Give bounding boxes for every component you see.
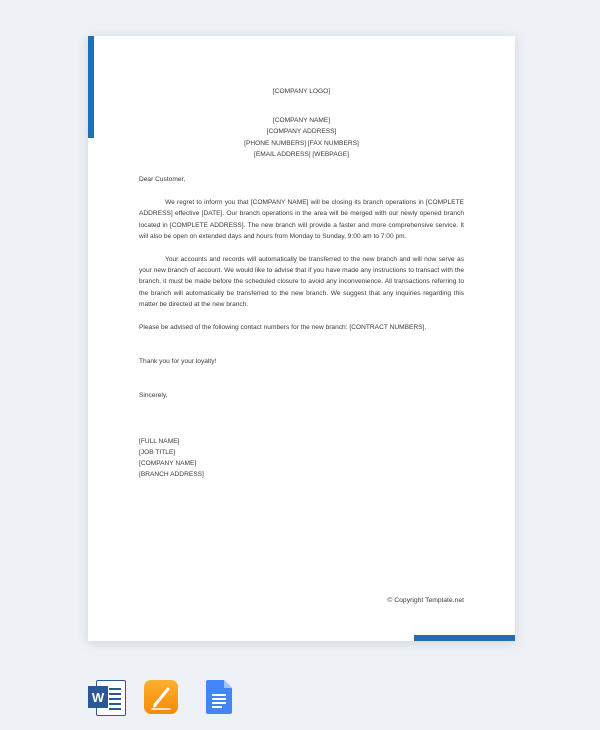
closing: Sincerely, bbox=[139, 392, 168, 400]
word-icon[interactable] bbox=[88, 680, 124, 716]
letter-page bbox=[88, 36, 515, 641]
paragraph-3: Please be advised of the following contact numbers for the new branch: [CONTRACT NUMBERS]. bbox=[139, 324, 427, 332]
left-accent-bar bbox=[88, 36, 94, 138]
word-line bbox=[109, 703, 121, 705]
pages-icon-tile bbox=[144, 680, 178, 714]
letterhead bbox=[139, 115, 464, 160]
letterhead-line: [PHONE NUMBERS] [FAX NUMBERS] bbox=[244, 139, 359, 147]
google-docs-icon[interactable] bbox=[200, 680, 236, 716]
letterhead-line: [EMAIL ADDRESS] [WEBPAGE] bbox=[254, 150, 349, 158]
signature-line: [FULL NAME] bbox=[139, 437, 180, 445]
letterhead-line: [COMPANY NAME] bbox=[272, 117, 331, 125]
word-line bbox=[109, 708, 121, 710]
letterhead-line: [COMPANY ADDRESS] bbox=[266, 128, 337, 136]
word-line bbox=[109, 698, 121, 700]
google-docs-glyph bbox=[206, 680, 232, 714]
letter-body bbox=[139, 86, 464, 480]
word-letter-badge: W bbox=[88, 686, 108, 708]
signature-line: [JOB TITLE] bbox=[139, 448, 176, 456]
signature-line: [BRANCH ADDRESS] bbox=[139, 471, 204, 479]
signature-line: [COMPANY NAME] bbox=[139, 460, 197, 468]
pages-icon[interactable] bbox=[144, 680, 180, 716]
bottom-accent-bar bbox=[414, 635, 515, 641]
signature-block bbox=[139, 436, 464, 481]
word-line bbox=[109, 693, 121, 695]
company-logo-placeholder: [COMPANY LOGO] bbox=[272, 88, 331, 95]
thanks-line: Thank you for your loyalty! bbox=[139, 358, 217, 366]
word-line bbox=[109, 688, 121, 690]
paragraph-2: Your accounts and records will automatically be transferred to the new branch and will now serve as your new branch of account. We would like to advise that if you have made any instructions to transact with the branch, it must be made before the scheduled closure to avoid any inconvenience. All transactions referring to the branch will automatically be transferred to the new branch. We suggest that any inquiries regarding this matter be directed at the new branch. bbox=[139, 256, 464, 308]
paragraph-1: We regret to inform you that [COMPANY NAME] will be closing its branch operations in [COMPLETE ADDRESS] effective [DATE]. Our branch operations in the area will be merged with our newly opened branch located in [COMPLETE ADDRESS]. The new branch will provide a faster and more comprehensive service. It will also be open on extended days and hours from Monday to Sunday, 9:00 am to 7:00 pm. bbox=[139, 199, 464, 240]
copyright-notice: © Copyright Template.net bbox=[387, 597, 464, 604]
app-format-icons bbox=[88, 680, 236, 716]
salutation: Dear Customer, bbox=[139, 176, 186, 184]
pen-glyph bbox=[144, 680, 178, 714]
